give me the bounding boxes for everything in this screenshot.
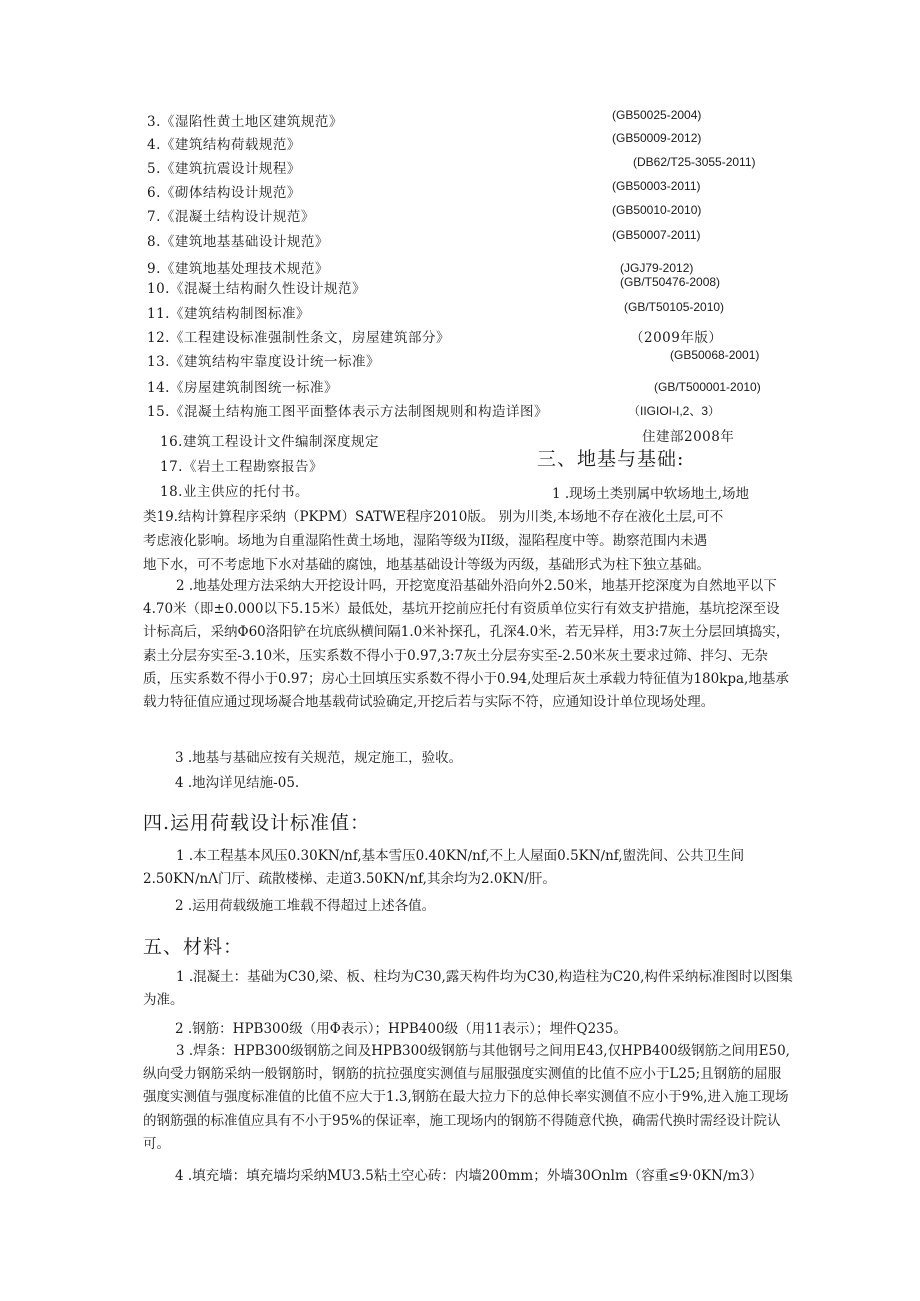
standard-item: 13.《建筑结构牢靠度设计统一标准》: [147, 354, 380, 370]
standard-item: 8.《建筑地基基础设计规范》: [147, 234, 329, 250]
standard-item: 12.《工程建设标准强制性条文，房屋建筑部分》: [147, 330, 450, 346]
materials-item-2: 2 .钢筋：HPB300级（用Φ表示）；HPB400级（用11表示）；埋件Q235。: [175, 1021, 627, 1037]
standard-code: (GB50007-2011): [612, 228, 701, 242]
standard-item: 15.《混凝土结构施工图平面整体表示方法制图规则和构造详图》: [147, 404, 548, 420]
standard-item: 16.建筑工程设计文件编制深度规定: [160, 434, 379, 450]
standard-item: 17.《岩土工程勘察报告》: [160, 459, 323, 475]
standard-code: (GB50010-2010): [612, 203, 702, 217]
materials-item-4: 4 .填充墙：填充墙均采纳MU3.5粘土空心砖：内墙200mm；外墙30Onlm（容重≤9·0KN∕m3）: [175, 1168, 763, 1184]
standard-code: (GB/T50476-2008): [620, 275, 721, 289]
foundation-item-1-line: 考虑液化影响。场地为自重湿陷性黄土场地，湿陷等级为II级，湿陷程度中等。勘察范围内未遇: [143, 533, 708, 549]
standard-code: (JGJ79-2012): [620, 261, 694, 275]
standard-item: 11.《建筑结构制图标准》: [147, 306, 310, 322]
standard-code: (GB50003-2011): [612, 179, 701, 193]
standard-item: 9.《建筑地基处理技术规范》: [147, 261, 329, 277]
standard-code: (GB50009-2012): [612, 131, 702, 145]
foundation-item-1-start: 1 .现场土类别属中软场地土,场地: [552, 486, 749, 502]
foundation-item-4: 4 .地沟详见结施-05.: [175, 775, 300, 791]
standard-item: 3.《湿陷性黄土地区建筑规范》: [147, 114, 343, 130]
standard-code: （IIGIOI-I,2、3）: [628, 404, 721, 418]
standard-code: (GB50068-2001): [670, 348, 760, 362]
materials-item-1: 1 .混凝土：基础为C30,梁、板、柱均为C30,露天构件均为C30,构造柱为C20,构件采纳标准图时以图集为准。: [143, 969, 793, 1009]
foundation-item-2: 2 .地基处理方法采纳大开挖设计吗，开挖宽度沿基础外沿向外2.50米，地基开挖深度为自然地平以下4.70米（即±0.000以下5.15米）最低处，基坑开挖前应托付有资质单位实行有效支护措施，基坑挖深至设计标高后，采纳Φ60洛阳铲在坑底纵横间隔1.0米补探孔，孔深4.0米，若无异样，用3:7灰土分层回填捣实，素土分层夯实至-3.10米，压实系数不得小于0.97,3:7灰土分层夯实至-2.50米灰土要求过筛、拌匀、无杂质，压实系数不得小于0.97；房心土回填压实系数不得小于0.94,处理后灰土承载力特征值为180kpa,地基承载力特征值应通过现场凝合地基载荷试验确定,开挖后若与实际不符，应通知设计单位现场处理。: [143, 578, 790, 711]
foundation-item-3: 3 .地基与基础应按有关规范，规定施工，验收。: [175, 750, 463, 766]
standard-code: (DB62/T25-3055-2011): [633, 155, 756, 169]
loads-item-2: 2 .运用荷载级施工堆载不得超过上述各值。: [175, 898, 436, 914]
loads-item-1: 1 .本工程基本风压0.30KN∕nf,基本雪压0.40KN∕nf,不上人屋面0.5KN∕nf,盥洗间、公共卫生间2.50KN∕nΛ门厅、疏散楼梯、走道3.50KN∕nf,其余均为2.0KN/肝。: [143, 848, 745, 888]
materials-item-3: 3 .焊条：HPB300级钢筋之间及HPB300级钢筋与其他钢号之间用E43,仅HPB400级钢筋之间用E50,纵向受力钢筋采纳一般钢筋时，钢筋的抗拉强度实测值与屈服强度实测值的比值不应小于L25;且钢筋的屈服强度实测值与强度标准值的比值不应大于1.3,钢筋在最大拉力下的总伸长率实测值不应小于9%,进入施工现场的钢筋强的标准值应具有不小于95%的保证率，施工现场内的钢筋不得随意代换，确需代换时需经设计院认可。: [143, 1043, 790, 1152]
section-heading-loads: 四.运用荷载设计标准值：: [143, 812, 371, 834]
standard-code: (GB50025-2004): [612, 108, 702, 122]
standard-item: 10.《混凝土结构耐久性设计规范》: [147, 281, 366, 297]
section-heading-materials: 五、材料：: [143, 936, 244, 958]
standard-item: 6.《砌体结构设计规范》: [147, 185, 301, 201]
standard-code: （2009年版）: [630, 330, 723, 346]
standard-item: 5.《建筑抗震设计规程》: [147, 161, 301, 177]
foundation-item-1-line: 类19.结构计算程序采纳（PKPM）SATWE程序2010版。 别为川类,本场地不存在液化土层,可不: [143, 509, 724, 525]
section-heading-foundation: 三、地基与基础:: [537, 448, 685, 470]
standard-item: 14.《房屋建筑制图统一标准》: [147, 380, 338, 396]
foundation-item-1-line: 地下水，可不考虑地下水对基础的腐蚀，地基基础设计等级为丙级，基础形式为柱下独立基础。: [143, 557, 710, 573]
standard-item: 4.《建筑结构荷载规范》: [147, 137, 301, 153]
standard-code: 住建部2008年: [642, 429, 735, 445]
standard-code: (GB/T500001-2010): [654, 380, 761, 394]
standard-code: (GB/T50105-2010): [624, 300, 725, 314]
standard-item: 18.业主供应的托付书。: [160, 484, 309, 500]
standard-item: 7.《混凝土结构设计规范》: [147, 209, 315, 225]
